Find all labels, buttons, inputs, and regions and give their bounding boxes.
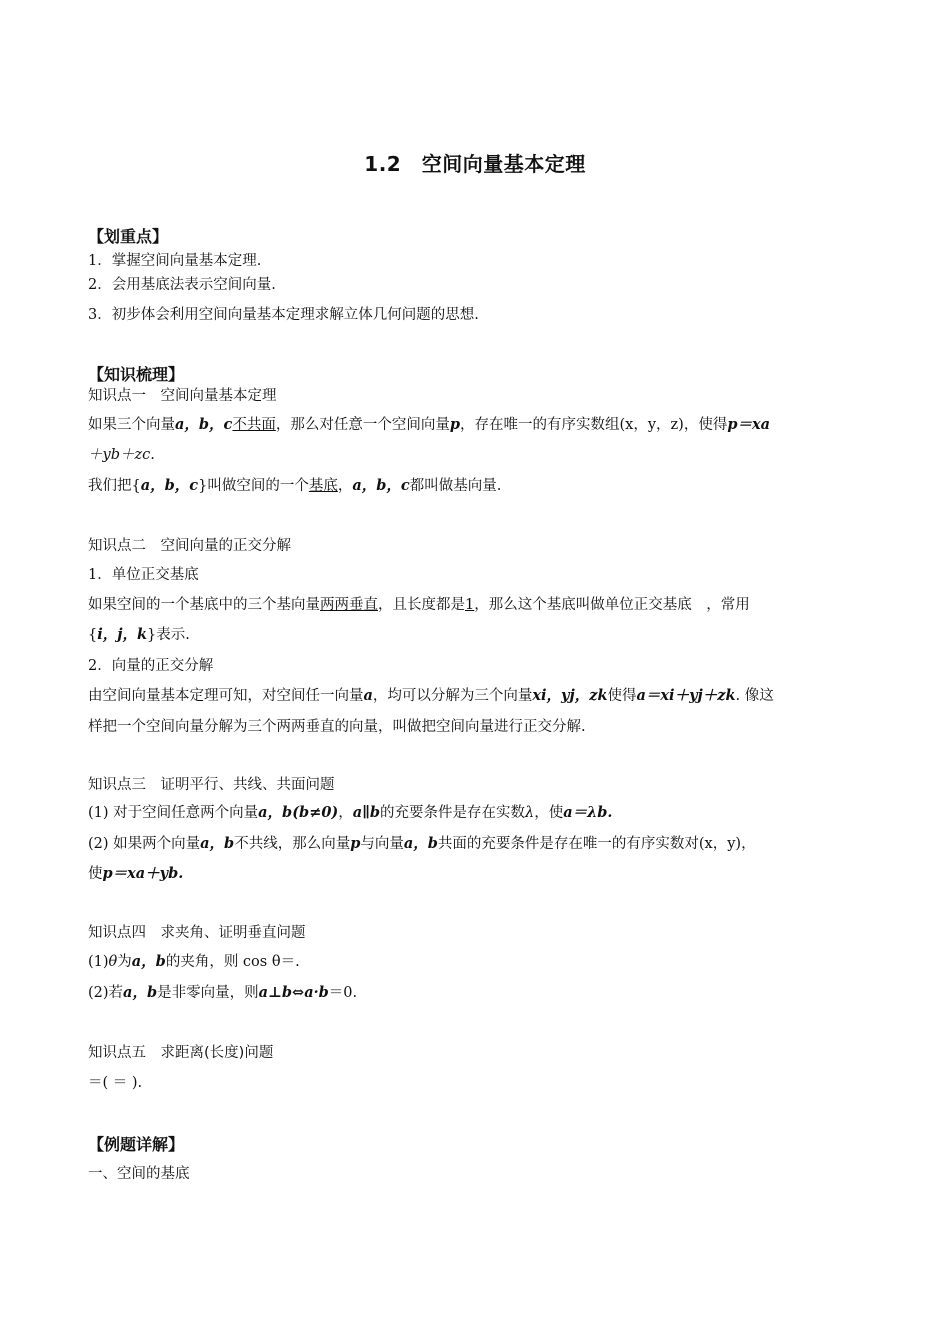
- knowledge-point-4-title: 知识点四 求夹角、证明垂直问题: [88, 925, 306, 941]
- examples-subheading: 一、空间的基底: [88, 1166, 190, 1182]
- knowledge-point-3-title: 知识点三 证明平行、共线、共面问题: [88, 777, 335, 793]
- kp2-answer-length: 1: [465, 597, 475, 613]
- section-heading-knowledge: 【知识梳理】: [88, 365, 185, 384]
- kp3-line-2: (2) 如果两个向量a，b不共线，那么向量p与向量a，b共面的充要条件是存在唯一的有序实数对(x，y)，: [88, 835, 756, 852]
- page-title: 1.2 空间向量基本定理: [364, 152, 586, 176]
- kp2-line-4: 样把一个空间向量分解为三个两两垂直的向量，叫做把空间向量进行正交分解.: [88, 719, 586, 735]
- kp3-line-1: (1) 对于空间任意两个向量a，b(b≠0)，a∥b的充要条件是存在实数λ，使a＝λb.: [88, 804, 613, 821]
- knowledge-point-2-title: 知识点二 空间向量的正交分解: [88, 538, 291, 554]
- kp2-line-3: 由空间向量基本定理可知，对空间任一向量a，均可以分解为三个向量xi，yj，zk使得a＝xi＋yj＋zk. 像这: [88, 687, 774, 704]
- kp2-line-2: {i，j，k}表示.: [88, 626, 190, 643]
- kp1-line-3: 我们把{a，b，c}叫做空间的一个基底，a，b，c都叫做基向量.: [88, 477, 502, 494]
- section-heading-key-points: 【划重点】: [88, 227, 169, 246]
- kp5-line-1: ＝( ＝ ).: [88, 1075, 143, 1091]
- section-heading-examples: 【例题详解】: [88, 1135, 185, 1154]
- kp4-line-1: (1)θ为a，b的夹角，则 cos θ＝.: [88, 953, 300, 970]
- knowledge-point-1-title: 知识点一 空间向量基本定理: [88, 388, 277, 404]
- key-point-item-2: 2．会用基底法表示空间向量.: [88, 277, 276, 293]
- key-point-item-1: 1．掌握空间向量基本定理.: [88, 253, 262, 269]
- kp4-line-2: (2)若a，b是非零向量，则a⊥b⇔a·b＝0.: [88, 984, 358, 1001]
- key-point-item-3: 3．初步体会利用空间向量基本定理求解立体几何问题的思想.: [88, 307, 479, 323]
- kp2-sub-2: 2．向量的正交分解: [88, 658, 214, 674]
- kp2-line-1: 如果空间的一个基底中的三个基向量两两垂直，且长度都是1，那么这个基底叫做单位正交基底 ，常用: [88, 597, 750, 613]
- kp2-sub-1: 1．单位正交基底: [88, 567, 199, 583]
- kp1-answer-noncoplanar: 不共面: [232, 417, 276, 433]
- kp2-answer-perpendicular: 两两垂直: [320, 597, 378, 613]
- kp3-line-3: 使p＝xa＋yb.: [88, 865, 184, 882]
- kp1-answer-basis: 基底: [308, 478, 338, 494]
- kp1-line-1: 如果三个向量a，b，c不共面，那么对任意一个空间向量p，存在唯一的有序实数组(x，y，z)，使得p＝xa: [88, 416, 771, 433]
- knowledge-point-5-title: 知识点五 求距离(长度)问题: [88, 1045, 274, 1061]
- kp1-line-2: ＋yb＋zc.: [88, 447, 155, 463]
